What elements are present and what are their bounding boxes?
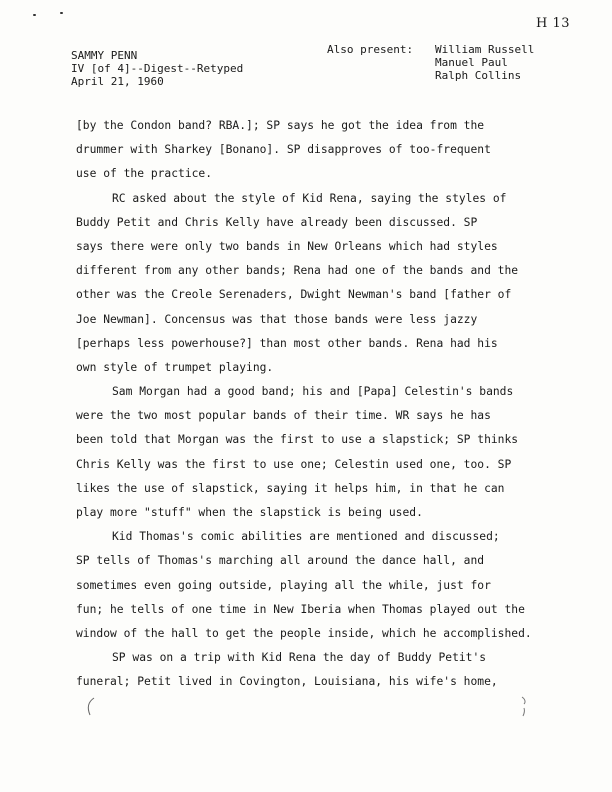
text-line: other was the Creole Serenaders, Dwight Newman's band [father of xyxy=(76,288,512,302)
text-line: different from any other bands; Rena had one of the bands and the xyxy=(76,264,519,278)
text-line: fun; he tells of one time in New Iberia when Thomas played out the xyxy=(76,602,525,616)
stray-pen-mark xyxy=(518,694,530,718)
text-line: were the two most popular bands of their time. WR says he has xyxy=(76,409,491,423)
text-line: Chris Kelly was the first to use one; Celestin used one, too. SP xyxy=(76,457,512,471)
text-line: been told that Morgan was the first to use a slapstick; SP thinks xyxy=(76,433,519,447)
interview-date: April 21, 1960 xyxy=(71,75,164,88)
text-line: Sam Morgan had a good band; his and [Papa] Celestin's bands xyxy=(112,385,514,399)
text-line: window of the hall to get the people inside, which he accomplished. xyxy=(76,626,532,640)
also-present-label: Also present: xyxy=(327,43,414,56)
also-present-name: Ralph Collins xyxy=(435,69,522,82)
text-line: RC asked about the style of Kid Rena, saying the styles of xyxy=(112,191,507,205)
stray-mark xyxy=(60,12,63,14)
text-line: Joe Newman]. Concensus was that those bands were less jazzy xyxy=(76,312,478,326)
page-number: H 13 xyxy=(536,16,571,31)
also-present-name: William Russell xyxy=(435,43,535,56)
text-line: [perhaps less powerhouse?] than most other bands. Rena had his xyxy=(76,336,498,350)
text-line: use of the practice. xyxy=(76,167,213,181)
header-interview-info xyxy=(71,49,243,88)
text-line: [by the Condon band? RBA.]; SP says he got the idea from the xyxy=(76,119,485,132)
text-line: funeral; Petit lived in Covington, Louisiana, his wife's home, xyxy=(76,675,498,689)
text-line: likes the use of slapstick, saying it helps him, in that he can xyxy=(76,481,505,495)
text-line: sometimes even going outside, playing all the while, just for xyxy=(76,578,491,592)
text-line: play more "stuff" when the slapstick is being used. xyxy=(76,506,423,519)
text-line: SP tells of Thomas's marching all around the dance hall, and xyxy=(76,554,485,568)
text-line: says there were only two bands in New Orleans which had styles xyxy=(76,239,498,253)
interviewee-name: SAMMY PENN xyxy=(71,49,138,62)
text-line: Buddy Petit and Chris Kelly have already been discussed. SP xyxy=(76,215,478,229)
also-present-list xyxy=(435,43,534,82)
text-line: drummer with Sharkey [Bonano]. SP disapproves of too-frequent xyxy=(76,143,491,157)
text-line: SP was on a trip with Kid Rena the day of Buddy Petit's xyxy=(112,651,487,665)
text-line: own style of trumpet playing. xyxy=(76,360,274,374)
reel-info: IV [of 4]--Digest--Retyped xyxy=(71,62,244,75)
stray-mark xyxy=(33,14,36,16)
transcript-body xyxy=(76,114,566,695)
stray-pen-mark xyxy=(84,696,98,718)
also-present-name: Manuel Paul xyxy=(435,56,508,69)
text-line: Kid Thomas's comic abilities are mentioned and discussed; xyxy=(112,530,500,544)
